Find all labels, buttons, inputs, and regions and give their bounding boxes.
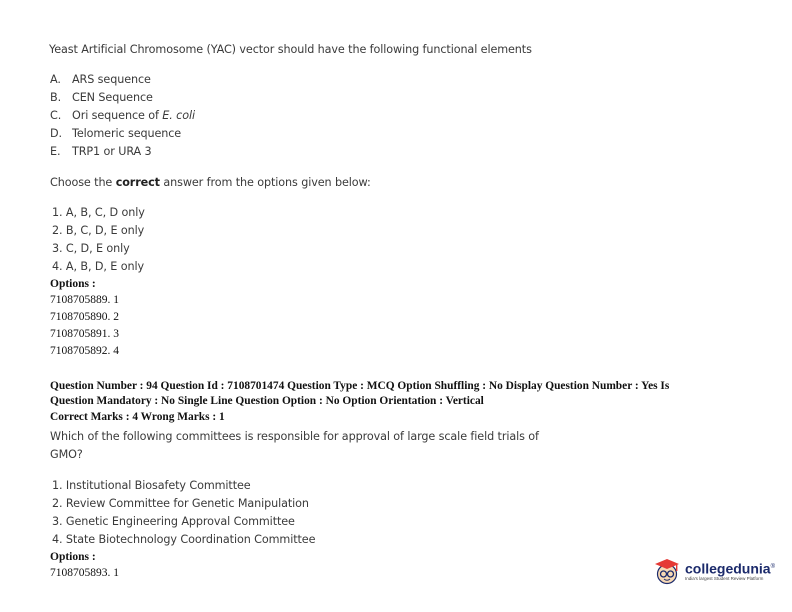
list-item bbox=[50, 91, 153, 104]
answer-item: 3. Genetic Engineering Approval Committee bbox=[52, 515, 295, 528]
question-meta: Question Number : 94 Question Id : 7108701474 Question Type : MCQ Option Shuffling : No Display Question Number : Yes Is bbox=[50, 380, 670, 392]
answer-item: 4. State Biotechnology Coordination Committee bbox=[52, 533, 316, 546]
answer-item: 3. C, D, E only bbox=[52, 242, 130, 255]
answer-item: 2. Review Committee for Genetic Manipulation bbox=[52, 497, 309, 510]
list-item bbox=[50, 127, 181, 140]
option-id: 7108705889. 1 bbox=[50, 294, 119, 306]
trademark: ® bbox=[770, 563, 775, 570]
instruction bbox=[50, 176, 371, 189]
question-marks: Correct Marks : 4 Wrong Marks : 1 bbox=[50, 411, 225, 423]
answer-item: 1. Institutional Biosafety Committee bbox=[52, 479, 251, 492]
question-stem: Yeast Artificial Chromosome (YAC) vector should have the following functional elements bbox=[49, 43, 532, 56]
option-id: 7108705891. 3 bbox=[50, 328, 119, 340]
answer-item: 1. A, B, C, D only bbox=[52, 206, 145, 219]
options-label: Options : bbox=[50, 551, 96, 563]
graduate-cap-face-icon bbox=[652, 556, 682, 586]
logo-tagline: India's largest Student Review Platform bbox=[685, 576, 764, 582]
item-italic: E. coli bbox=[162, 109, 195, 122]
logo-name: collegedunia bbox=[685, 560, 771, 577]
list-item bbox=[50, 73, 151, 86]
option-id: 7108705893. 1 bbox=[50, 567, 119, 579]
list-item bbox=[50, 109, 195, 122]
item-text: TRP1 or URA 3 bbox=[72, 145, 152, 158]
item-text: ARS sequence bbox=[72, 73, 151, 86]
instruction-prefix: Choose the bbox=[50, 176, 116, 189]
answer-item: 4. A, B, D, E only bbox=[52, 260, 144, 273]
options-label: Options : bbox=[50, 278, 96, 290]
item-text: Telomeric sequence bbox=[72, 127, 182, 140]
instruction-suffix: answer from the options given below: bbox=[159, 176, 371, 189]
item-letter: B. bbox=[50, 91, 62, 104]
question-meta: Question Mandatory : No Single Line Question Option : No Option Orientation : Vertical bbox=[50, 395, 484, 407]
item-letter: E. bbox=[50, 145, 61, 158]
question-stem-continued: GMO? bbox=[50, 448, 83, 461]
option-id: 7108705892. 4 bbox=[50, 345, 119, 357]
item-letter: C. bbox=[50, 109, 62, 122]
item-letter: A. bbox=[50, 73, 61, 86]
instruction-bold: correct bbox=[115, 176, 160, 189]
item-text: CEN Sequence bbox=[72, 91, 153, 104]
answer-item: 2. B, C, D, E only bbox=[52, 224, 145, 237]
item-letter: D. bbox=[50, 127, 62, 140]
list-item bbox=[50, 145, 152, 158]
collegedunia-logo bbox=[652, 556, 775, 586]
option-id: 7108705890. 2 bbox=[50, 311, 119, 323]
logo-wordmark bbox=[685, 560, 775, 577]
item-text: Ori sequence of bbox=[72, 109, 163, 122]
question-stem: Which of the following committees is responsible for approval of large scale field trials of bbox=[50, 430, 539, 443]
